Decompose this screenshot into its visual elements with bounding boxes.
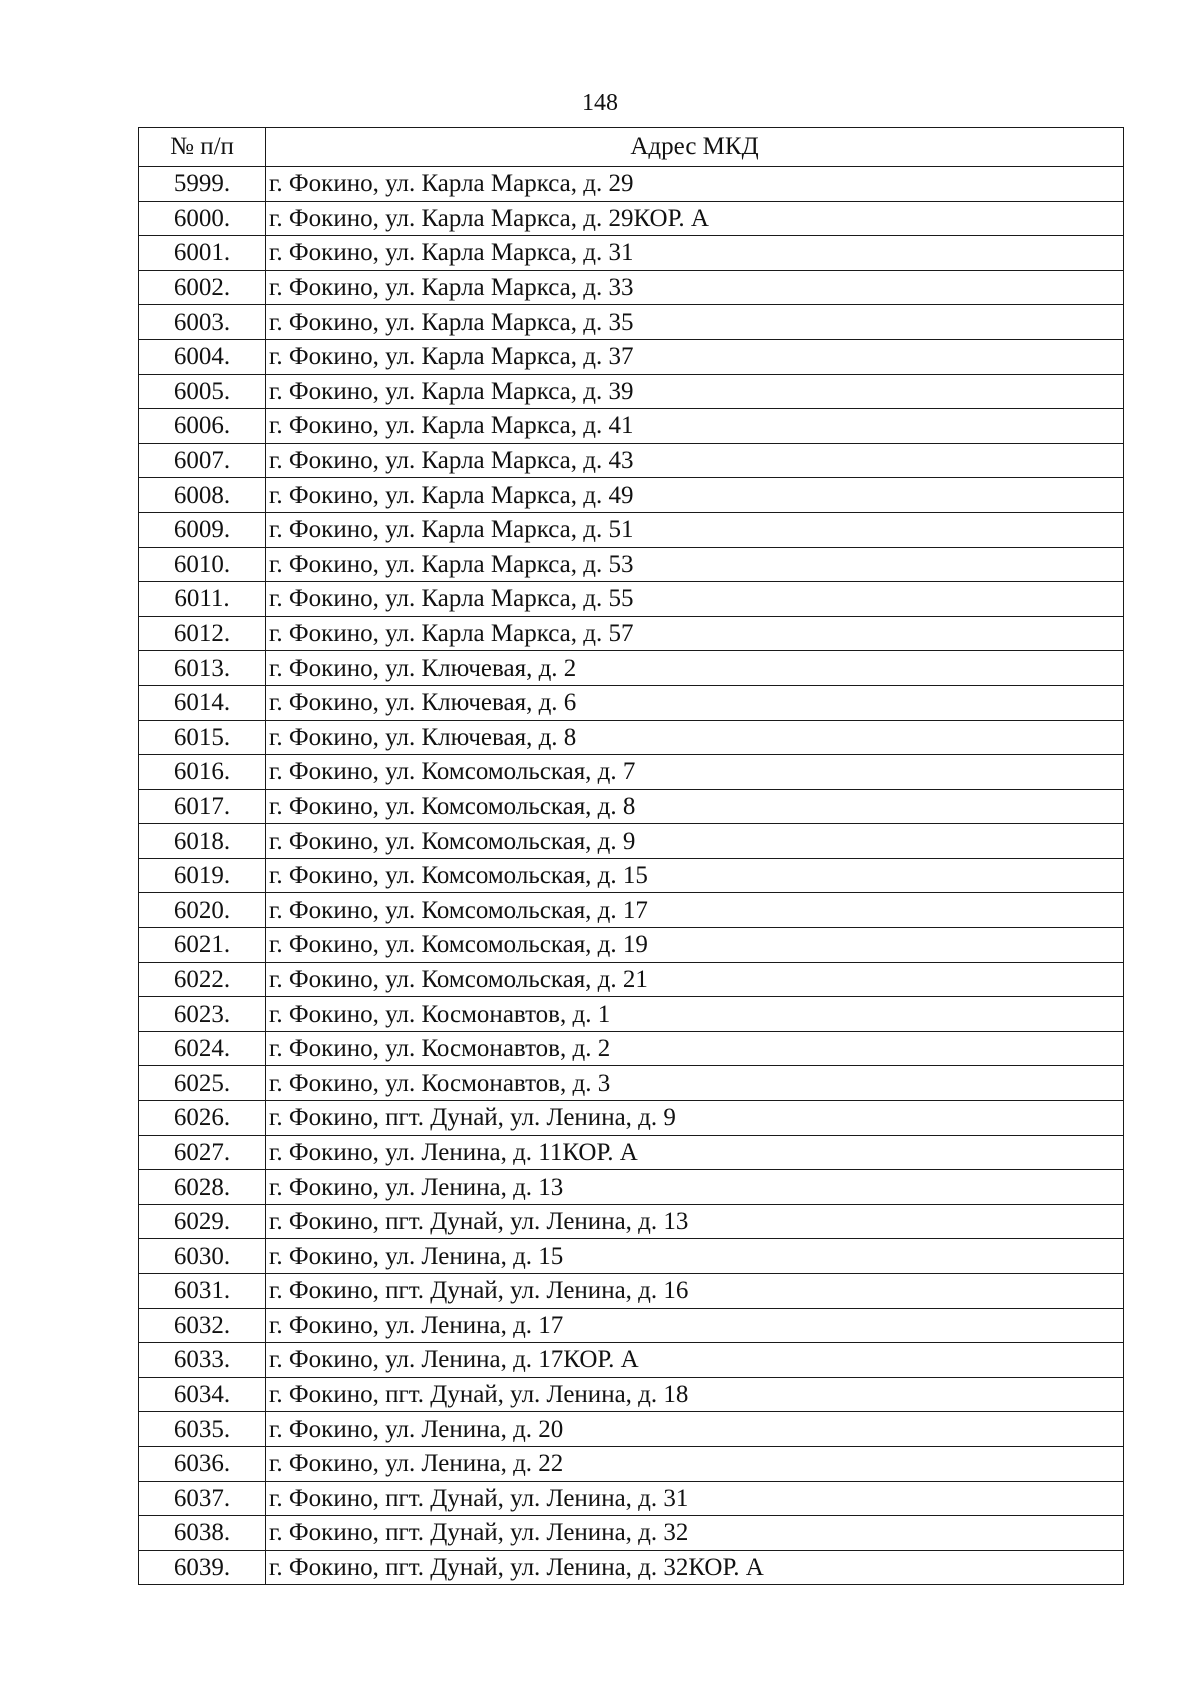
row-number-cell: 6000. <box>139 201 266 236</box>
address-cell: г. Фокино, ул. Комсомольская, д. 8 <box>266 789 1124 824</box>
table-row <box>139 167 1124 202</box>
address-cell: г. Фокино, ул. Карла Маркса, д. 29КОР. А <box>266 201 1124 236</box>
row-number-cell: 6011. <box>139 582 266 617</box>
table-row <box>139 1066 1124 1101</box>
table-row <box>139 755 1124 790</box>
address-cell: г. Фокино, ул. Комсомольская, д. 15 <box>266 858 1124 893</box>
row-number-cell: 6030. <box>139 1239 266 1274</box>
address-cell: г. Фокино, пгт. Дунай, ул. Ленина, д. 18 <box>266 1377 1124 1412</box>
row-number-cell: 6037. <box>139 1481 266 1516</box>
address-cell: г. Фокино, ул. Ключевая, д. 6 <box>266 685 1124 720</box>
address-cell: г. Фокино, пгт. Дунай, ул. Ленина, д. 16 <box>266 1274 1124 1309</box>
address-cell: г. Фокино, ул. Карла Маркса, д. 39 <box>266 374 1124 409</box>
row-number-cell: 6033. <box>139 1343 266 1378</box>
table-row <box>139 1204 1124 1239</box>
table-row <box>139 547 1124 582</box>
address-cell: г. Фокино, ул. Ленина, д. 15 <box>266 1239 1124 1274</box>
address-cell: г. Фокино, ул. Ленина, д. 17 <box>266 1308 1124 1343</box>
address-cell: г. Фокино, ул. Карла Маркса, д. 41 <box>266 409 1124 444</box>
address-cell: г. Фокино, ул. Ленина, д. 22 <box>266 1446 1124 1481</box>
row-number-cell: 6029. <box>139 1204 266 1239</box>
column-header-address: Адрес МКД <box>266 128 1124 167</box>
row-number-cell: 6025. <box>139 1066 266 1101</box>
table-row <box>139 1481 1124 1516</box>
address-cell: г. Фокино, ул. Ленина, д. 17КОР. А <box>266 1343 1124 1378</box>
table-row <box>139 997 1124 1032</box>
row-number-cell: 6004. <box>139 339 266 374</box>
row-number-cell: 6028. <box>139 1170 266 1205</box>
row-number-cell: 6026. <box>139 1101 266 1136</box>
address-cell: г. Фокино, ул. Ключевая, д. 2 <box>266 651 1124 686</box>
row-number-cell: 6027. <box>139 1135 266 1170</box>
table-row <box>139 685 1124 720</box>
row-number-cell: 6039. <box>139 1550 266 1585</box>
table-header-row <box>139 128 1124 167</box>
row-number-cell: 6017. <box>139 789 266 824</box>
address-cell: г. Фокино, пгт. Дунай, ул. Ленина, д. 13 <box>266 1204 1124 1239</box>
table-row <box>139 1516 1124 1551</box>
table-row <box>139 1446 1124 1481</box>
address-cell: г. Фокино, ул. Карла Маркса, д. 53 <box>266 547 1124 582</box>
row-number-cell: 6008. <box>139 478 266 513</box>
row-number-cell: 6034. <box>139 1377 266 1412</box>
row-number-cell: 6023. <box>139 997 266 1032</box>
row-number-cell: 6035. <box>139 1412 266 1447</box>
address-cell: г. Фокино, пгт. Дунай, ул. Ленина, д. 32КОР. А <box>266 1550 1124 1585</box>
row-number-cell: 5999. <box>139 167 266 202</box>
address-cell: г. Фокино, ул. Карла Маркса, д. 37 <box>266 339 1124 374</box>
table-row <box>139 893 1124 928</box>
address-cell: г. Фокино, ул. Ленина, д. 20 <box>266 1412 1124 1447</box>
address-cell: г. Фокино, ул. Карла Маркса, д. 43 <box>266 443 1124 478</box>
row-number-cell: 6013. <box>139 651 266 686</box>
table-row <box>139 1343 1124 1378</box>
row-number-cell: 6014. <box>139 685 266 720</box>
address-cell: г. Фокино, ул. Комсомольская, д. 21 <box>266 962 1124 997</box>
table-row <box>139 651 1124 686</box>
address-cell: г. Фокино, ул. Карла Маркса, д. 57 <box>266 616 1124 651</box>
table-row <box>139 1274 1124 1309</box>
table-row <box>139 1550 1124 1585</box>
table-row <box>139 1135 1124 1170</box>
row-number-cell: 6036. <box>139 1446 266 1481</box>
table-row <box>139 1239 1124 1274</box>
table-row <box>139 339 1124 374</box>
row-number-cell: 6002. <box>139 270 266 305</box>
row-number-cell: 6024. <box>139 1031 266 1066</box>
address-cell: г. Фокино, ул. Ленина, д. 11КОР. А <box>266 1135 1124 1170</box>
table-row <box>139 858 1124 893</box>
row-number-cell: 6010. <box>139 547 266 582</box>
address-cell: г. Фокино, ул. Карла Маркса, д. 49 <box>266 478 1124 513</box>
row-number-cell: 6038. <box>139 1516 266 1551</box>
table-row <box>139 616 1124 651</box>
table-row <box>139 962 1124 997</box>
table-row <box>139 512 1124 547</box>
address-cell: г. Фокино, ул. Карла Маркса, д. 29 <box>266 167 1124 202</box>
row-number-cell: 6022. <box>139 962 266 997</box>
address-cell: г. Фокино, ул. Карла Маркса, д. 33 <box>266 270 1124 305</box>
row-number-cell: 6015. <box>139 720 266 755</box>
table-row <box>139 1308 1124 1343</box>
column-header-number: № п/п <box>139 128 266 167</box>
table-row <box>139 824 1124 859</box>
page-number: 148 <box>582 90 618 116</box>
table-row <box>139 1377 1124 1412</box>
address-cell: г. Фокино, ул. Карла Маркса, д. 35 <box>266 305 1124 340</box>
table-row <box>139 305 1124 340</box>
address-cell: г. Фокино, ул. Комсомольская, д. 17 <box>266 893 1124 928</box>
row-number-cell: 6007. <box>139 443 266 478</box>
row-number-cell: 6005. <box>139 374 266 409</box>
address-cell: г. Фокино, ул. Комсомольская, д. 19 <box>266 928 1124 963</box>
address-cell: г. Фокино, ул. Карла Маркса, д. 51 <box>266 512 1124 547</box>
row-number-cell: 6001. <box>139 236 266 271</box>
address-cell: г. Фокино, ул. Карла Маркса, д. 55 <box>266 582 1124 617</box>
table-row <box>139 582 1124 617</box>
table-row <box>139 270 1124 305</box>
address-cell: г. Фокино, ул. Космонавтов, д. 3 <box>266 1066 1124 1101</box>
table-row <box>139 1101 1124 1136</box>
address-cell: г. Фокино, пгт. Дунай, ул. Ленина, д. 9 <box>266 1101 1124 1136</box>
row-number-cell: 6031. <box>139 1274 266 1309</box>
table-row <box>139 789 1124 824</box>
row-number-cell: 6012. <box>139 616 266 651</box>
address-cell: г. Фокино, ул. Карла Маркса, д. 31 <box>266 236 1124 271</box>
address-cell: г. Фокино, ул. Космонавтов, д. 2 <box>266 1031 1124 1066</box>
table-row <box>139 478 1124 513</box>
address-cell: г. Фокино, пгт. Дунай, ул. Ленина, д. 32 <box>266 1516 1124 1551</box>
table-row <box>139 1412 1124 1447</box>
address-cell: г. Фокино, пгт. Дунай, ул. Ленина, д. 31 <box>266 1481 1124 1516</box>
table-row <box>139 201 1124 236</box>
address-cell: г. Фокино, ул. Космонавтов, д. 1 <box>266 997 1124 1032</box>
table-row <box>139 374 1124 409</box>
row-number-cell: 6021. <box>139 928 266 963</box>
table-row <box>139 409 1124 444</box>
table-row <box>139 928 1124 963</box>
table-row <box>139 1031 1124 1066</box>
row-number-cell: 6016. <box>139 755 266 790</box>
table-body <box>139 167 1124 1585</box>
table-row <box>139 1170 1124 1205</box>
table-row <box>139 236 1124 271</box>
address-cell: г. Фокино, ул. Комсомольская, д. 7 <box>266 755 1124 790</box>
table-row <box>139 443 1124 478</box>
address-cell: г. Фокино, ул. Комсомольская, д. 9 <box>266 824 1124 859</box>
mkd-address-table <box>138 127 1124 1585</box>
address-cell: г. Фокино, ул. Ленина, д. 13 <box>266 1170 1124 1205</box>
row-number-cell: 6020. <box>139 893 266 928</box>
row-number-cell: 6018. <box>139 824 266 859</box>
row-number-cell: 6006. <box>139 409 266 444</box>
row-number-cell: 6019. <box>139 858 266 893</box>
table-row <box>139 720 1124 755</box>
row-number-cell: 6009. <box>139 512 266 547</box>
address-cell: г. Фокино, ул. Ключевая, д. 8 <box>266 720 1124 755</box>
row-number-cell: 6032. <box>139 1308 266 1343</box>
row-number-cell: 6003. <box>139 305 266 340</box>
